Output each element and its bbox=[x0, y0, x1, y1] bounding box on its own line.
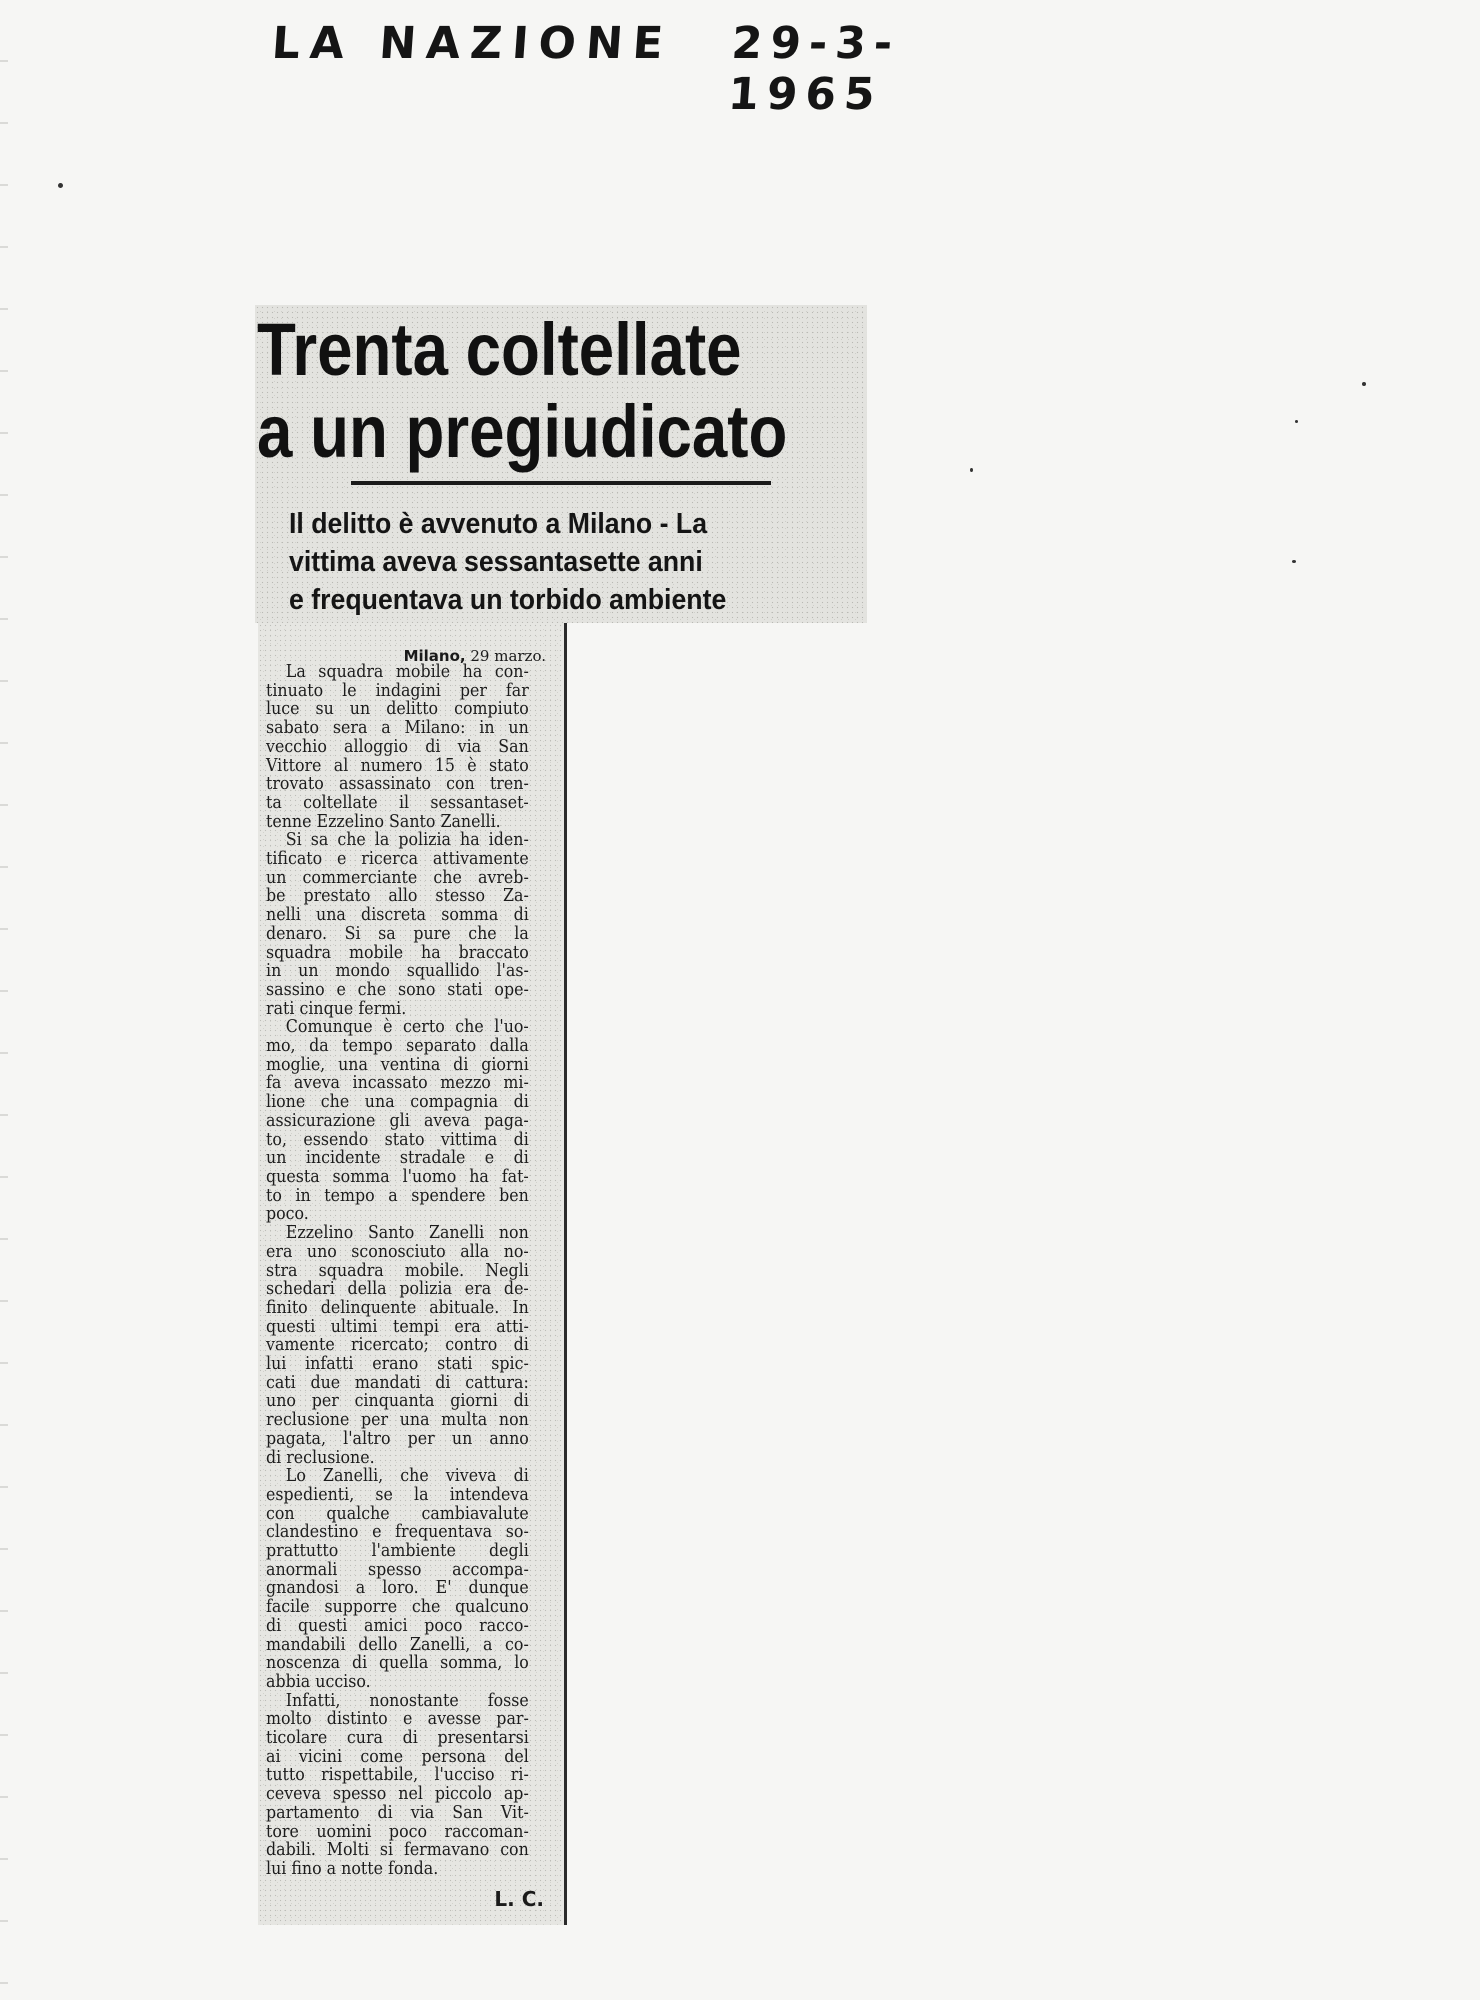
body-line: mo, da tempo separato dalla bbox=[266, 1036, 529, 1057]
paper-speck bbox=[58, 183, 63, 188]
body-line: tore uomini poco raccoman- bbox=[266, 1821, 529, 1842]
dateline-date: 29 marzo. bbox=[470, 647, 546, 665]
body-line: La squadra mobile ha con- bbox=[285, 662, 529, 682]
subheadline-line: vittima aveva sessantasette anni bbox=[289, 546, 703, 578]
body-line: lui infatti erano stati spic- bbox=[266, 1354, 529, 1375]
body-line: tificato e ricerca attivamente bbox=[266, 849, 529, 870]
headline bbox=[257, 308, 788, 473]
body-line: era uno sconosciuto alla no- bbox=[266, 1241, 529, 1262]
article-body bbox=[266, 663, 558, 1879]
body-line: con qualche cambiavalute bbox=[266, 1503, 529, 1524]
body-line: reclusione per una multa non bbox=[266, 1410, 529, 1431]
body-line: ticolare cura di presentarsi bbox=[266, 1728, 529, 1749]
body-line: mandabili dello Zanelli, a co- bbox=[266, 1634, 529, 1655]
newspaper-name: LA NAZIONE bbox=[270, 18, 675, 69]
dateline-place: Milano, bbox=[403, 647, 466, 665]
paper-speck bbox=[1292, 560, 1296, 563]
headline-divider bbox=[351, 481, 771, 485]
body-line: partamento di via San Vit- bbox=[266, 1802, 529, 1823]
body-line: Vittore al numero 15 è stato bbox=[266, 755, 529, 776]
handwritten-annotation bbox=[270, 14, 1030, 120]
body-line: to, essendo stato vittima di bbox=[266, 1129, 529, 1150]
body-line: denaro. Si sa pure che la bbox=[266, 923, 529, 944]
subheadline-line: e frequentava un torbido ambiente bbox=[289, 584, 727, 616]
body-line: stra squadra mobile. Negli bbox=[266, 1260, 529, 1281]
body-line: un incidente stradale e di bbox=[266, 1148, 529, 1169]
body-line: in un mondo squallido l'as- bbox=[266, 961, 529, 982]
body-line: anormali spesso accompa- bbox=[266, 1559, 529, 1580]
body-line: gnandosi a loro. E' dunque bbox=[266, 1578, 529, 1599]
body-line: luce su un delitto compiuto bbox=[266, 699, 529, 720]
body-line: squadra mobile ha braccato bbox=[266, 942, 529, 963]
body-line: uno per cinquanta giorni di bbox=[266, 1391, 529, 1412]
article-body-clipping bbox=[258, 623, 567, 1925]
body-line: vamente ricercato; contro di bbox=[266, 1335, 529, 1356]
body-line: ai vicini come persona del bbox=[266, 1746, 529, 1767]
body-line: molto distinto e avesse par- bbox=[266, 1709, 529, 1730]
body-line: Lo Zanelli, che viveva di bbox=[285, 1466, 529, 1487]
body-line: noscenza di quella somma, lo bbox=[266, 1653, 529, 1674]
body-line: fa aveva incassato mezzo mi- bbox=[266, 1073, 529, 1094]
body-line: questa somma l'uomo ha fat- bbox=[266, 1166, 529, 1187]
body-line: pagata, l'altro per un anno bbox=[266, 1428, 529, 1449]
body-line: poco. bbox=[266, 1204, 309, 1225]
author-signature: L. C. bbox=[494, 1887, 544, 1911]
body-line: un commerciante che avreb- bbox=[266, 867, 529, 888]
body-line: clandestino e frequentava so- bbox=[266, 1522, 529, 1543]
body-line: facile supporre che qualcuno bbox=[266, 1597, 529, 1618]
subheadline bbox=[289, 505, 823, 619]
paper-speck bbox=[970, 468, 973, 472]
body-line: tenne Ezzelino Santo Zanelli. bbox=[266, 811, 501, 832]
publication-date: 29-3-1965 bbox=[726, 18, 902, 120]
body-line: Si sa che la polizia ha iden- bbox=[285, 830, 529, 851]
body-line: lione che una compagnia di bbox=[266, 1092, 529, 1113]
body-line: ceveva spesso nel piccolo ap- bbox=[266, 1784, 529, 1805]
body-line: di reclusione. bbox=[266, 1447, 375, 1468]
body-line: tutto rispettabile, l'ucciso ri- bbox=[266, 1765, 529, 1786]
body-line: sassino e che sono stati ope- bbox=[266, 979, 529, 1000]
body-line: questi ultimi tempi era atti- bbox=[266, 1316, 529, 1337]
body-line: finito delinquente abituale. In bbox=[266, 1297, 529, 1318]
body-line: be prestato allo stesso Za- bbox=[266, 886, 529, 907]
body-line: Infatti, nonostante fosse bbox=[285, 1690, 529, 1711]
paper-speck bbox=[1362, 382, 1366, 386]
body-line: ta coltellate il sessantaset- bbox=[266, 792, 529, 813]
body-line: to in tempo a spendere ben bbox=[266, 1185, 529, 1206]
body-line: di questi amici poco racco- bbox=[266, 1615, 529, 1636]
subheadline-line: Il delitto è avvenuto a Milano - La bbox=[289, 508, 708, 540]
article-header-clipping bbox=[255, 305, 867, 623]
body-line: Comunque è certo che l'uo- bbox=[285, 1017, 529, 1038]
body-line: abbia ucciso. bbox=[266, 1671, 371, 1692]
body-line: moglie, una ventina di giorni bbox=[266, 1054, 529, 1075]
body-line: cati due mandati di cattura: bbox=[266, 1372, 529, 1393]
body-line: prattutto l'ambiente degli bbox=[266, 1541, 529, 1562]
body-line: espedienti, se la intendeva bbox=[266, 1484, 529, 1505]
body-line: vecchio alloggio di via San bbox=[266, 736, 529, 757]
body-line: assicurazione gli aveva paga- bbox=[266, 1110, 529, 1131]
body-line: rati cinque fermi. bbox=[266, 998, 407, 1019]
headline-line: Trenta coltellate bbox=[257, 308, 742, 391]
body-line: schedari della polizia era de- bbox=[266, 1279, 529, 1300]
paper-speck bbox=[1295, 420, 1298, 423]
binding-margin bbox=[0, 0, 8, 2000]
body-line: nelli una discreta somma di bbox=[266, 905, 529, 926]
body-line: sabato sera a Milano: in un bbox=[266, 718, 529, 739]
body-line: lui fino a notte fonda. bbox=[266, 1859, 439, 1879]
body-line: tinuato le indagini per far bbox=[266, 680, 529, 701]
body-line: dabili. Molti si fermavano con bbox=[266, 1840, 529, 1861]
headline-line: a un pregiudicato bbox=[257, 390, 788, 473]
body-line: Ezzelino Santo Zanelli non bbox=[285, 1223, 529, 1244]
body-line: trovato assassinato con tren- bbox=[266, 774, 529, 795]
